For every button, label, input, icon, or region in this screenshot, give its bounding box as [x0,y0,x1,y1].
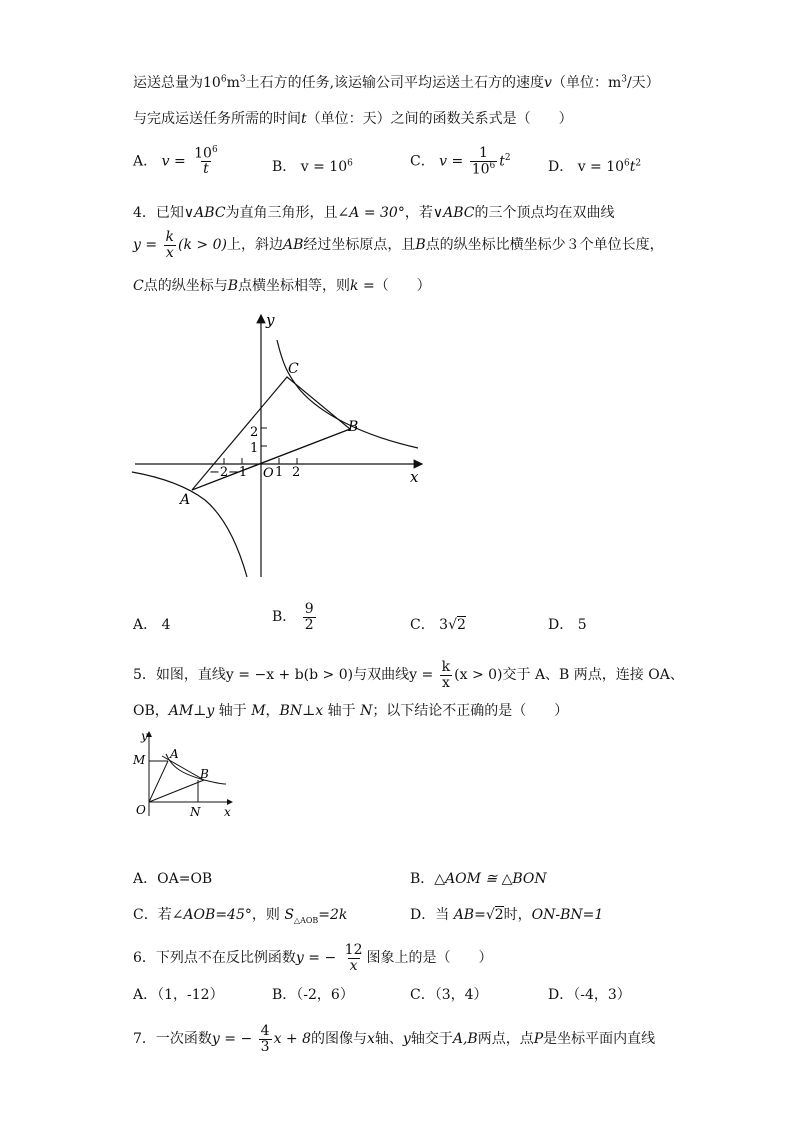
tick-x-neg1: −1 [228,465,248,480]
q7-line1 [133,1024,655,1054]
q6-option-b[interactable] [272,984,354,1004]
var: BN⊥x [279,703,324,719]
text: △AOM ≅ △BON [434,871,547,887]
line-eq: y = −x + b(b > 0) [225,667,354,684]
expr: v = 10 [577,159,625,175]
fraction [192,146,220,177]
var: N [360,703,373,719]
var: x [367,1031,375,1048]
var: t [301,111,307,127]
num: 9 [304,601,314,617]
text: （-2，6） [296,987,354,1003]
label-m: M [133,753,146,767]
text: 点横坐标相等，则 [238,278,351,294]
den: x [165,244,174,261]
den: x [441,674,450,691]
q3-line2 [133,108,573,128]
text: 与双曲线 [353,667,410,684]
q3-option-b[interactable] [272,156,353,176]
q5-option-c[interactable] [133,904,347,925]
text: 时， [503,907,532,923]
cond: (x > 0) [454,667,503,684]
text: m [607,75,622,91]
text: m [226,75,240,91]
y: y = − [295,950,337,967]
expr: x + 8 [273,1031,312,1048]
tick-x-neg2: −2 [209,465,229,480]
tick-x-2: 2 [292,465,301,480]
q5-option-a[interactable] [133,868,212,888]
q4-option-b[interactable] [272,602,318,632]
value: 5 [577,617,587,633]
var: P [533,1031,544,1048]
label-b: B [200,767,209,781]
q5-option-b[interactable] [410,868,547,888]
label: D． [548,987,574,1003]
q4-line3 [133,275,431,295]
q4-line2 [133,230,664,260]
text: 7．一次函数 [133,1031,212,1048]
s: S [284,907,294,923]
var: C [133,278,144,294]
line-ab [162,756,204,780]
fraction [440,660,452,690]
label: B． [272,987,297,1003]
text: 与完成运送任务所需的时间 [133,111,301,127]
var: AB [282,237,304,254]
radicand: 2 [494,907,504,923]
num: 4 [260,1023,270,1039]
q4-line1 [133,202,614,222]
text: （1，-12） [157,987,224,1003]
triangle: ∨ABC [183,205,226,221]
y: y = − [211,1031,253,1048]
label: C． [410,153,435,170]
sqrt-sign: √ [448,617,458,633]
den: x [349,957,358,974]
q4-option-d[interactable] [548,614,587,634]
label: B． [410,871,435,887]
var: y [402,1031,411,1048]
tick-x-1: 1 [275,465,284,480]
q4-option-c[interactable] [410,614,466,634]
label-x: x [410,468,419,486]
exp: 6 [211,145,218,155]
text: 6．下列点不在反比例函数 [133,950,296,967]
label-a: A [180,492,191,508]
label: A． [133,153,158,170]
text: 为直角三角形，且 [225,205,338,221]
text: AB= [453,907,486,923]
label: B． [272,159,297,175]
label: A． [133,617,158,633]
q5-line2 [133,700,568,720]
q6-line1 [133,943,492,973]
text: 4．已知 [133,205,184,221]
var: k = [350,278,375,294]
label-x: x [224,805,231,819]
var: A,B [452,1031,478,1048]
text: （单位：天）之间的函数关系式是（ ） [306,111,573,127]
num: k [441,659,451,675]
q6-option-c[interactable] [410,984,488,1004]
text: 当 [435,907,454,923]
num: 10 [194,145,212,162]
radicand: 2 [457,617,466,633]
label-origin: O [263,466,274,481]
label: D． [548,617,574,633]
q3-option-a[interactable] [133,146,222,177]
label: C． [410,987,435,1003]
coef: 3 [439,617,449,633]
label-c: C [288,361,299,377]
text: 经过坐标原点，且 [303,237,416,254]
value: 4 [161,617,171,633]
angle: ∠AOB=45° [171,907,252,923]
q3-option-c[interactable] [410,146,511,177]
label-o: O [136,803,146,817]
text: =2k [318,907,348,923]
exp: 6 [220,74,227,85]
text: （ ） [374,278,431,294]
var: M [251,703,266,719]
sub: △AOB [293,915,319,925]
label-b: B [348,419,359,435]
triangle: ∨ABC [432,205,475,221]
lhs: v = [439,153,464,170]
exp: 6 [347,158,353,169]
y: y = [409,667,434,684]
cond: (k > 0) [178,237,227,254]
q4-figure [120,305,440,590]
text: 5．如图，直线 [133,667,226,684]
text: /天） [626,75,660,91]
fraction [343,943,365,973]
sqrt-sign: √ [485,907,495,923]
q5-option-d[interactable] [410,904,603,924]
label-y: y [266,311,275,329]
text: 轴、 [374,1031,403,1048]
text: （-4，3） [573,987,631,1003]
label: D． [548,159,574,175]
text: 交于 A、B 两点，连接 OA、 [502,667,684,684]
tick-y-2: 2 [250,425,259,440]
text: 运送总量为 [133,75,203,91]
text: 土石方的任务,该运输公司平均运送土石方的速度 [245,75,545,91]
text: 的三个顶点均在双曲线 [474,205,615,221]
q3-line1 [133,72,660,92]
expr: v = 10 [300,159,348,175]
label: C． [410,617,435,633]
text: ，则 [251,907,285,923]
lhs: v = [161,153,186,170]
var: v [544,75,552,91]
text: 点的纵坐标与 [143,278,228,294]
q3-option-d[interactable] [548,156,641,176]
text: ON-BN=1 [531,907,604,923]
text: （3，4） [434,987,488,1003]
var: B [227,278,239,294]
text: 两点，点 [477,1031,534,1048]
num: 1 [479,145,488,161]
q5-line1 [133,660,684,690]
q4-option-a[interactable] [133,614,171,634]
label: C． [133,907,158,923]
text: 是坐标平面内直线 [543,1031,656,1048]
text: OB， [133,703,169,719]
fraction [303,602,316,632]
label: A． [133,987,158,1003]
text: ，若 [404,205,433,221]
den: 3 [260,1038,270,1055]
text: 点的纵坐标比横坐标少３个单位长度， [425,237,664,254]
exp: 2 [504,152,511,163]
text: ， [265,703,280,719]
angle: ∠A = 30° [337,205,405,221]
text: 轴于 [323,703,361,719]
num: k [165,229,175,245]
text: 图象上的是（ ） [366,950,493,967]
text: 的图像与 [311,1031,368,1048]
q5-figure [128,726,240,822]
label: D． [410,907,436,923]
text: ；以下结论不正确的是（ ） [372,703,569,719]
label-a: A [170,747,179,761]
y: y = [133,237,158,254]
text: 轴交于 [410,1031,453,1048]
exp: 6 [624,158,630,169]
hyperbola-branch-left [132,472,247,577]
exp: 3 [239,74,246,85]
label-y: y [141,729,148,743]
q6-option-a[interactable] [133,984,224,1004]
tail: t [499,153,505,170]
q6-option-d[interactable] [548,984,631,1004]
text: 上，斜边 [226,237,283,254]
tail: t [629,159,636,175]
fraction [470,146,498,177]
fraction [164,230,176,260]
label: A． [133,871,158,887]
text: 轴于 [214,703,252,719]
text: （单位： [551,75,608,91]
num: 12 [344,942,363,958]
text: 若 [157,907,172,923]
den: 10 [471,161,490,178]
exp: 6 [489,160,496,171]
exp: 3 [621,74,627,85]
text: 10 [203,75,221,91]
fraction [259,1024,272,1054]
label: B． [272,609,297,626]
var: AM⊥y [168,703,215,719]
exp: 2 [635,158,642,169]
den: t [203,161,209,178]
label-n: N [190,805,201,819]
tick-y-1: 1 [250,441,259,456]
den: 2 [304,616,314,633]
var: B [415,237,426,254]
text: OA=OB [157,871,213,887]
